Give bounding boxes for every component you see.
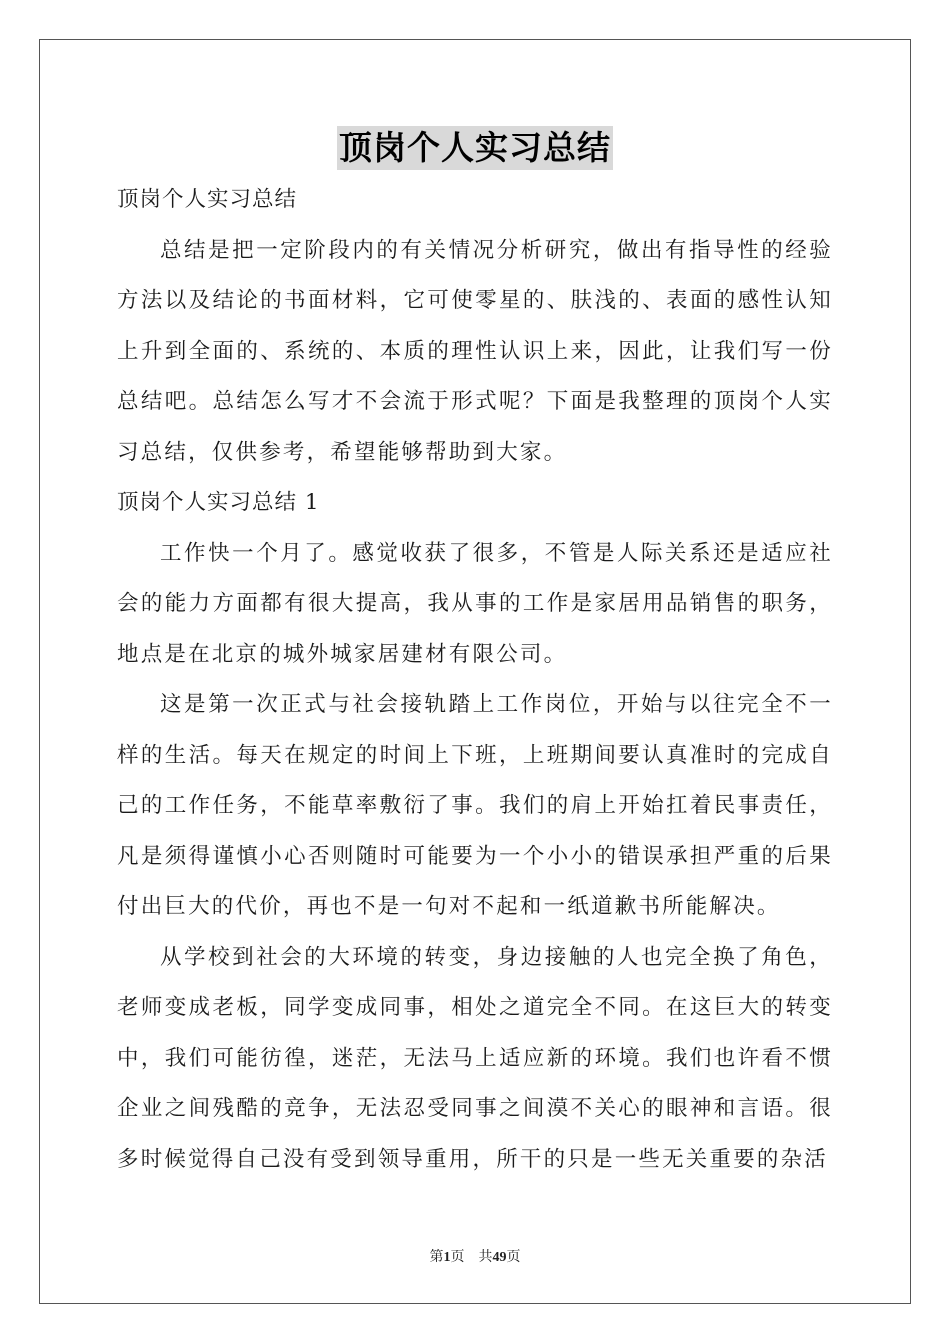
section-heading: 顶岗个人实习总结 1 (117, 490, 320, 515)
intro-paragraph: 总结是把一定阶段内的有关情况分析研究，做出有指导性的经验方法以及结论的书面材料，它可使零星的、肤浅的、表面的感性认知上升到全面的、系统的、本质的理性认识上来，因此，让我们写一份总结吧。总结怎么写才不会流于形式呢？下面是我整理的顶岗个人实习总结，仅供参考，希望能够帮助到大家。 (117, 237, 833, 465)
total-prefix: 共 (478, 1250, 493, 1265)
document-title: 顶岗个人实习总结 (337, 126, 613, 170)
title-container (0, 126, 950, 170)
page-suffix: 页 (450, 1250, 465, 1265)
total-pages: 49 (492, 1250, 507, 1265)
page-prefix: 第 (429, 1250, 444, 1265)
page-number: 1 (443, 1250, 451, 1265)
body-paragraph: 工作快一个月了。感觉收获了很多，不管是人际关系还是适应社会的能力方面都有很大提高，我从事的工作是家居用品销售的职务，地点是在北京的城外城家居建材有限公司。 (117, 540, 833, 667)
document-body (117, 175, 833, 1185)
total-suffix: 页 (506, 1250, 521, 1265)
body-paragraph: 从学校到社会的大环境的转变，身边接触的人也完全换了角色，老师变成老板，同学变成同事，相处之道完全不同。在这巨大的转变中，我们可能彷徨，迷茫，无法马上适应新的环境。我们也许看不惯企业之间残酷的竞争，无法忍受同事之间漠不关心的眼神和言语。很多时候觉得自己没有受到领导重用，所干的只是一些无关重要的杂活 (117, 944, 833, 1172)
page-footer (0, 1246, 950, 1266)
body-paragraph: 这是第一次正式与社会接轨踏上工作岗位，开始与以往完全不一样的生活。每天在规定的时间上下班，上班期间要认真准时的完成自己的工作任务，不能草率敷衍了事。我们的肩上开始扛着民事责任，凡是须得谨慎小心否则随时可能要为一个小小的错误承担严重的后果付出巨大的代价，再也不是一句对不起和一纸道歉书所能解决。 (117, 692, 833, 919)
document-subtitle: 顶岗个人实习总结 (117, 187, 298, 212)
